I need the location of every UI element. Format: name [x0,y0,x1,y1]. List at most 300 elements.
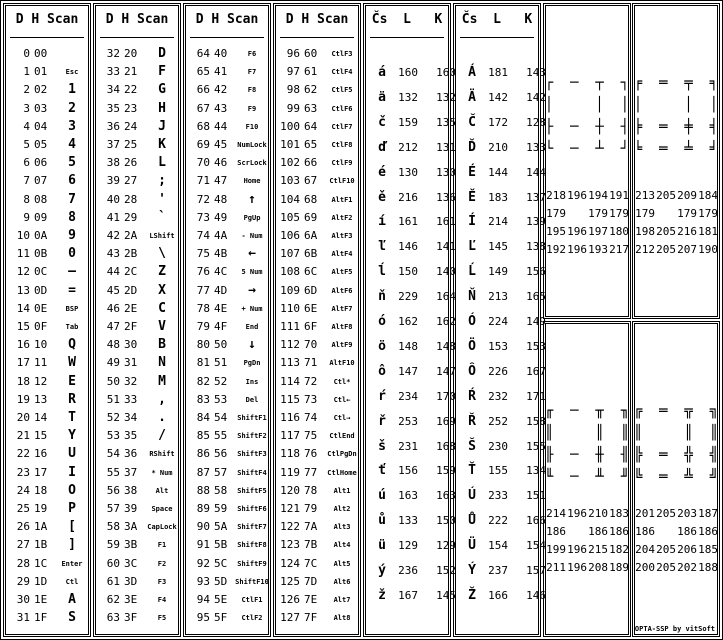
ascii-code: 206 [677,543,697,556]
code-row [544,187,630,205]
hex-code: 02 [34,83,48,97]
table-row [274,482,360,500]
table-row [94,63,180,81]
latin2-code: 210 [488,140,508,154]
hex-code: 32 [124,374,138,388]
scan-key: Enter [61,559,83,568]
hex-code: 19 [34,502,48,515]
czech-char: ŕ [378,388,386,404]
table-row [364,259,456,284]
decimal-code: 48 [106,338,120,352]
table-row [4,354,90,372]
table-row [454,160,546,185]
table-row [184,445,270,463]
table-row [94,609,180,627]
ascii-code: 213 [635,189,655,202]
decimal-code: 28 [16,556,30,570]
decimal-code: 13 [16,283,30,297]
latin2-code: 142 [488,90,508,104]
kamenicky-code: 148 [436,339,456,353]
scan-key: F3 [157,577,167,586]
ascii-code: 179 [698,207,718,220]
latin2-code: 160 [398,66,418,79]
scan-key: * Num [151,468,173,477]
latin2-code: 154 [488,539,508,553]
hex-code: 7A [304,520,318,534]
ascii-code: 180 [609,225,629,238]
hex-code: 75 [304,429,318,443]
scan-key: Ctl [65,577,79,586]
czech-charset-table [453,3,546,637]
table-row [364,508,456,533]
hex-code: 48 [214,192,228,206]
scan-key: U [68,446,76,462]
scan-key: ShiftF7 [237,523,267,532]
scan-key: CtlF5 [331,86,353,95]
box-drawing-sample [544,72,630,160]
czech-char: č [378,114,386,130]
table-row [94,136,180,154]
czech-char: Ý [468,563,476,578]
hex-code: 5C [214,556,228,570]
kamenicky-code: 161 [436,215,456,229]
latin2-code: 229 [398,290,418,304]
table-row [274,373,360,391]
box-drawing-sample [633,72,719,160]
decimal-code: 14 [16,301,30,315]
table-row [454,409,546,434]
hex-code: 71 [304,356,318,370]
kamenicky-code: 157 [526,564,546,577]
table-row [94,536,180,554]
hex-code: 37 [124,465,138,479]
table-row [364,309,456,334]
hex-code: 3A [124,520,138,534]
decimal-code: 47 [106,320,120,333]
decimal-code: 112 [280,338,300,352]
table-row [4,445,90,463]
hex-code: 45 [214,138,228,151]
box-art-line: ║ ║ ║ [633,425,719,441]
czech-charset-table [363,3,456,637]
decimal-code: 113 [280,356,300,370]
latin2-code: 252 [488,414,508,428]
hex-code: 58 [214,483,228,497]
latin2-code: 230 [488,439,508,453]
kamenicky-code: 149 [526,315,546,328]
table-row [274,100,360,118]
decimal-code: 43 [106,247,120,261]
code-row [544,205,630,223]
decimal-code: 69 [196,138,210,151]
panel-border [545,5,629,317]
decimal-code: 42 [106,229,120,242]
hex-code: 13 [34,392,48,406]
ascii-code: 214 [546,507,566,520]
table-row [274,81,360,99]
decimal-code: 26 [16,520,30,534]
table-row [94,591,180,609]
decimal-code: 50 [106,374,120,388]
hex-code: 16 [34,447,48,461]
table-row [184,336,270,354]
czech-char: ě [378,189,386,205]
hex-code: 21 [124,65,138,79]
table-row [94,45,180,63]
scan-key: O [68,482,76,498]
box-drawing-sample [633,400,719,488]
czech-char: š [378,438,386,454]
table-row [4,245,90,263]
kamenicky-code: 165 [526,290,546,304]
decimal-code: 119 [280,465,300,479]
table-row [274,336,360,354]
decimal-code: 38 [106,156,120,170]
ascii-code: 192 [546,243,566,256]
decimal-code: 103 [280,174,300,188]
scan-key: [ [68,519,76,535]
table-row [454,434,546,459]
box-art-line: ╓ ─ ╥ ╖ [544,403,630,419]
scan-key: + Num [241,304,263,313]
czech-char: Ď [468,139,476,155]
hex-code: 00 [34,47,48,60]
decimal-code: 18 [16,374,30,388]
czech-char: ň [378,289,386,305]
ascii-code: 179 [609,207,629,220]
decimal-code: 33 [106,65,120,79]
decimal-code: 82 [196,374,210,388]
table-row [184,81,270,99]
scan-key: ShiftF10 [235,577,269,586]
decimal-code: 34 [106,83,120,97]
latin2-code: 130 [398,165,418,179]
czech-char: Ŕ [468,388,476,404]
scan-key: AltF8 [331,323,353,331]
scan-key: Alt6 [333,577,351,586]
decimal-code: 117 [280,429,300,443]
hex-code: 2C [124,265,138,279]
code-row [633,523,719,541]
scan-key: \ [158,246,166,262]
scan-key: X [158,282,166,298]
table-row [4,191,90,209]
table-row [4,464,90,482]
scan-key: D [158,46,166,61]
table-row [274,63,360,81]
table-row [184,536,270,554]
table-row [454,583,546,608]
decimal-code: 11 [16,247,30,261]
box-drawing-panel [632,321,720,637]
latin2-code: 253 [398,414,418,428]
decimal-code: 93 [196,574,210,588]
ascii-code: 188 [698,561,718,574]
decimal-code: 2 [23,83,30,97]
scan-key: F4 [157,596,167,604]
box-drawing-panel [632,3,720,319]
kamenicky-code: 166 [526,514,546,528]
ascii-code: 182 [609,543,629,556]
czech-char: Š [468,438,476,454]
scan-code-table [93,3,181,637]
latin2-code: 144 [488,165,508,179]
kamenicky-code: 159 [436,464,456,478]
table-row [184,318,270,336]
kamenicky-code: 132 [436,90,456,104]
scan-key: AltF3 [331,232,353,240]
decimal-code: 115 [280,392,300,406]
hex-code: 06 [34,156,48,170]
kamenicky-code: 168 [436,439,456,453]
latin2-code: 129 [398,539,418,553]
czech-char: Ô [468,363,476,379]
ascii-code: 196 [567,243,587,256]
ascii-code: 181 [698,225,718,238]
table-row [184,209,270,227]
scan-key: 0 [68,246,76,262]
kamenicky-code: 145 [436,588,456,602]
decimal-code: 105 [280,210,300,224]
kamenicky-code: 158 [526,414,546,428]
hex-code: 20 [124,47,138,60]
scan-key: ShiftF3 [237,450,267,459]
header-divider [10,37,84,38]
decimal-code: 62 [106,593,120,606]
hex-code: 3D [124,574,138,588]
scan-key: Ctl* [333,377,351,386]
table-row [94,154,180,172]
header-divider [190,37,264,38]
decimal-code: 24 [16,483,30,497]
ascii-code: 196 [567,561,587,574]
decimal-code: 39 [106,174,120,188]
table-row [4,81,90,99]
kamenicky-code: 171 [526,389,546,403]
scan-key: Tab [65,323,79,331]
scan-key: 6 [68,173,76,189]
hex-code: 40 [214,47,228,60]
scan-key: CtlF8 [331,141,353,149]
decimal-code: 31 [16,611,30,625]
code-row [544,523,630,541]
hex-code: 6C [304,265,318,279]
hex-code: 1D [34,574,48,588]
decimal-code: 71 [196,174,210,188]
decimal-code: 60 [106,556,120,570]
header-divider [100,37,174,38]
scan-key: CtlHome [327,468,357,477]
hex-code: 27 [124,174,138,188]
hex-code: 1A [34,520,48,534]
table-row [94,555,180,573]
decimal-code: 89 [196,502,210,515]
table-row [274,354,360,372]
table-row [184,136,270,154]
decimal-code: 102 [280,156,300,170]
column-header: Čs L K [461,12,533,27]
table-row [454,185,546,210]
table-row [454,85,546,110]
scan-key: T [68,410,76,425]
table-row [274,591,360,609]
table-row [454,209,546,234]
hex-code: 6B [304,247,318,261]
kamenicky-code: 163 [436,489,456,503]
table-row [274,427,360,445]
scan-key: Z [158,264,166,280]
decimal-code: 87 [196,465,210,479]
ascii-code: 197 [588,225,608,238]
kamenicky-code: 138 [526,240,546,254]
column-header: D H Scan [105,12,169,27]
hex-code: 60 [304,47,318,60]
table-row [94,482,180,500]
ascii-code: 186 [698,525,718,538]
table-row [94,427,180,445]
decimal-code: 25 [16,502,30,515]
hex-code: 55 [214,429,228,443]
scan-key: 5 [68,155,76,171]
decimal-code: 76 [196,265,210,279]
table-row [454,334,546,359]
table-row [364,359,456,384]
scan-key: Alt3 [333,523,351,532]
hex-code: 72 [304,374,318,388]
hex-code: 3F [124,611,138,625]
decimal-code: 122 [280,520,300,534]
kamenicky-code: 170 [436,389,456,403]
table-row [364,334,456,359]
table-row [454,60,546,85]
table-row [184,391,270,409]
ascii-code: 199 [546,543,566,556]
latin2-code: 133 [398,514,418,528]
czech-char: ú [378,488,386,504]
scan-key: ShiftF8 [237,541,267,550]
scan-key: F1 [157,541,167,550]
table-row [364,85,456,110]
scan-key: Alt1 [333,486,351,495]
scan-key: 5 Num [241,268,263,277]
hex-code: 74 [304,411,318,424]
ascii-code: 196 [567,225,587,238]
table-row [4,391,90,409]
code-row [544,241,630,259]
decimal-code: 104 [280,192,300,206]
scan-key: CtlPgDn [327,450,357,459]
scan-key: ← [248,246,256,262]
code-row [633,205,719,223]
hex-code: 4E [214,301,228,315]
table-row [274,555,360,573]
scan-key: AltF5 [331,268,353,277]
table-row [274,318,360,336]
czech-char: Í [468,214,476,230]
table-row [274,609,360,627]
kamenicky-code: 137 [526,190,546,204]
scan-key: S [68,610,76,626]
table-row [184,263,270,281]
box-art-line: │ │ │ [544,97,630,113]
table-row [184,63,270,81]
table-row [454,234,546,259]
table-row [364,458,456,483]
hex-code: 6F [304,320,318,333]
decimal-code: 73 [196,210,210,224]
scan-key: 4 [68,137,76,152]
hex-code: 62 [304,83,318,97]
scan-key: AltF2 [331,213,353,222]
kamenicky-code: 133 [526,140,546,154]
table-row [4,300,90,318]
scan-key: Ctl← [333,395,351,404]
decimal-code: 55 [106,465,120,479]
box-art-line: ├ ─ ┼ ┤ [544,119,630,135]
kamenicky-code: 142 [526,90,546,104]
latin2-code: 162 [398,315,418,328]
hex-code: 03 [34,101,48,115]
table-row [94,354,180,372]
kamenicky-code: 140 [436,265,456,279]
latin2-code: 161 [398,215,418,229]
code-row [633,223,719,241]
scan-key: 2 [68,100,76,116]
hex-code: 4C [214,265,228,279]
hex-code: 31 [124,356,138,370]
kamenicky-code: 154 [526,539,546,553]
hex-code: 2D [124,283,138,297]
decimal-code: 54 [106,447,120,461]
table-row [94,118,180,136]
scan-key: End [245,323,259,331]
scan-key: ShiftF2 [237,432,267,441]
decimal-code: 30 [16,593,30,606]
hex-code: 0C [34,265,48,279]
hex-code: 50 [214,338,228,352]
hex-code: 43 [214,101,228,115]
decimal-code: 56 [106,483,120,497]
scan-key: CtlEnd [329,432,355,441]
hex-code: 1F [34,611,48,625]
kamenicky-code: 156 [526,265,546,279]
table-row [364,110,456,135]
ascii-code: 184 [698,189,718,202]
hex-code: 34 [124,411,138,424]
table-row [184,482,270,500]
scan-key: – [68,264,76,280]
decimal-code: 40 [106,192,120,206]
hex-code: 5B [214,538,228,552]
kamenicky-code: 164 [436,290,456,304]
scan-key: → [248,282,256,298]
table-row [4,591,90,609]
table-row [4,518,90,536]
ascii-code: 210 [588,507,608,520]
czech-char: ô [378,363,386,379]
table-row [454,508,546,533]
ascii-code: 186 [609,525,629,538]
scan-key: CtlF7 [331,122,353,131]
box-drawing-panel [543,321,631,637]
hex-code: 4B [214,247,228,261]
hex-code: 35 [124,429,138,443]
scan-key: CapLock [147,523,177,532]
decimal-code: 3 [23,101,30,115]
decimal-code: 35 [106,101,120,115]
hex-code: 26 [124,156,138,170]
decimal-code: 120 [280,483,300,497]
